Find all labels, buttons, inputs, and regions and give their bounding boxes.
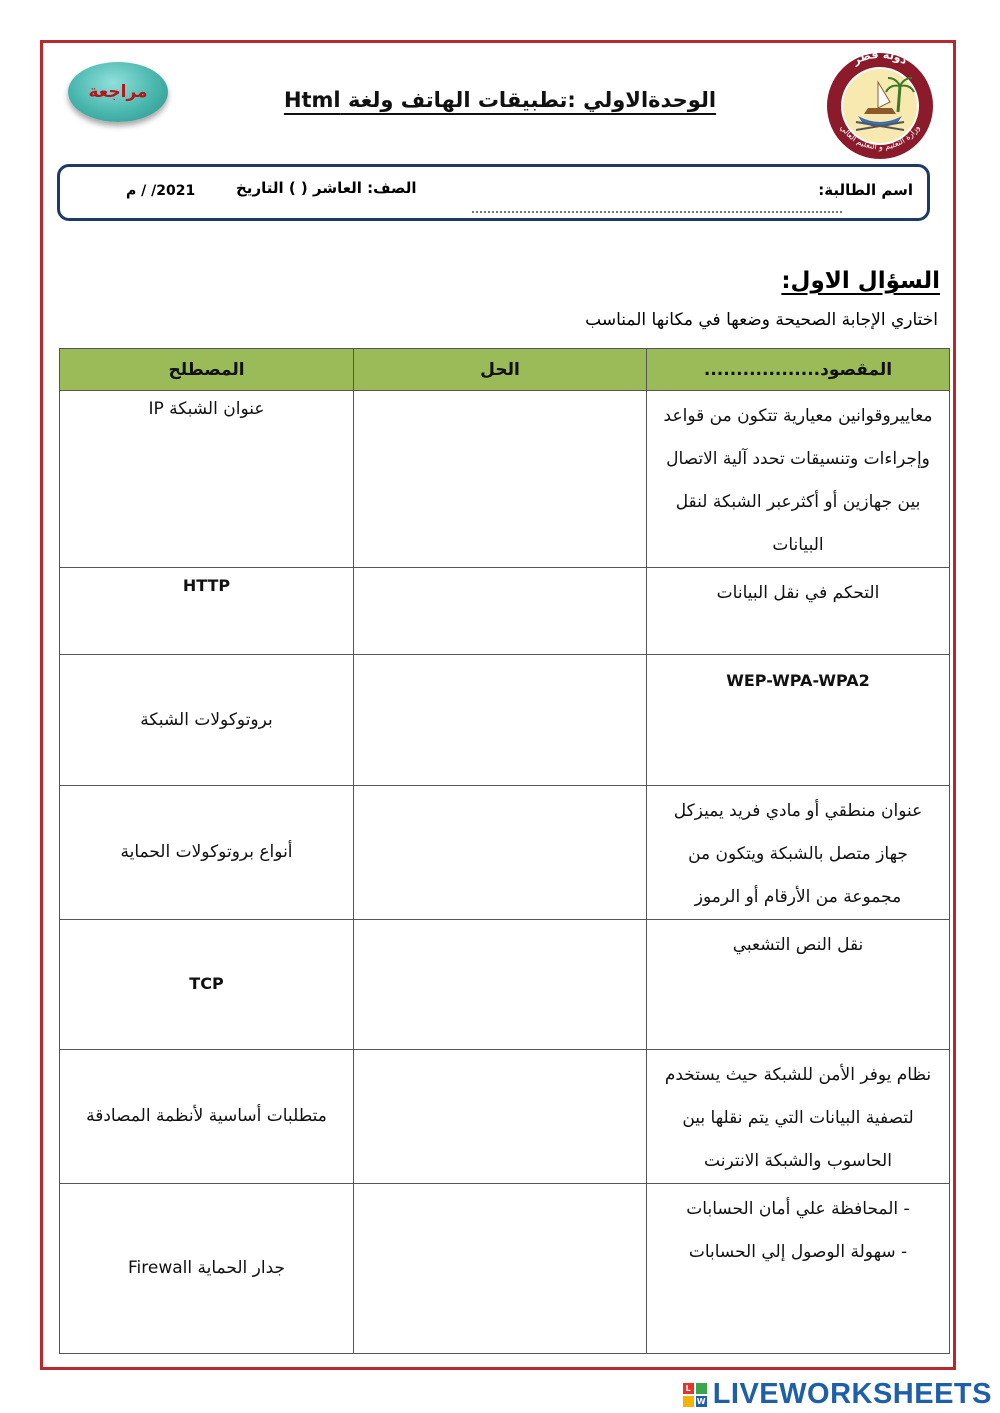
logo-text-bottom: وزارة التعليم و التعليم العالي (838, 123, 922, 152)
solution-cell[interactable] (354, 1050, 647, 1184)
meaning-text: WEP-WPA-WPA2 (726, 671, 870, 690)
solution-cell[interactable] (354, 655, 647, 786)
logo-square: L (683, 1383, 694, 1394)
logo-square (683, 1396, 694, 1407)
table-row (60, 1184, 950, 1354)
header-solution: الحل (354, 349, 647, 391)
liveworksheets-brand: LIVEWORKSHEETS (712, 1378, 992, 1410)
logo-text-top: دولة قطر (850, 50, 910, 68)
student-name-label: اسم الطالبة: (818, 181, 913, 199)
table-row (60, 920, 950, 1050)
logo-square (696, 1383, 707, 1394)
date-value: 2021/ / م (126, 183, 196, 199)
qatar-ministry-logo (808, 50, 952, 160)
grade-date-label: الصف: العاشر ( ) التاريخ (236, 179, 417, 197)
student-info-box (57, 164, 930, 221)
term-text: عنوان الشبكة IP (148, 399, 265, 419)
solution-cell[interactable] (354, 1184, 647, 1354)
term-text: جدار الحماية Firewall (127, 1258, 285, 1278)
header-term: المصطلح (60, 349, 354, 391)
term-cell (60, 655, 354, 786)
meaning-cell: التحكم في نقل البيانات (647, 568, 950, 655)
term-cell (60, 1050, 354, 1184)
meaning-cell: نظام يوفر الأمن للشبكة حيث يستخدم لتصفية البيانات التي يتم نقلها بين الحاسوب والشبكة الانترنت (647, 1050, 950, 1184)
table-row (60, 1050, 950, 1184)
meaning-bullet-item: - سهولة الوصول إلي الحسابات (688, 1242, 908, 1262)
term-cell (60, 391, 354, 568)
page-title: الوحدةالاولي :تطبيقات الهاتف ولغة Html (283, 88, 717, 112)
term-cell (60, 1184, 354, 1354)
student-name-field[interactable] (472, 211, 842, 213)
question-title: السؤال الاول: (781, 268, 940, 294)
term-cell (60, 568, 354, 655)
table-row (60, 655, 950, 786)
liveworksheets-logo (683, 1378, 992, 1411)
table-row (60, 568, 950, 655)
table-row (60, 786, 950, 920)
logo-square: W (696, 1396, 706, 1406)
solution-cell[interactable] (354, 568, 647, 655)
meaning-cell (647, 655, 950, 786)
meaning-bullet-item: - المحافظة علي أمان الحسابات (686, 1199, 910, 1219)
table-header-row (60, 349, 950, 391)
solution-cell[interactable] (354, 391, 647, 568)
header-meaning: المقصود.................. (647, 349, 950, 391)
review-badge-label: مراجعة (88, 82, 148, 102)
question-instruction: اختاري الإجابة الصحيحة وضعها في مكانها المناسب (585, 310, 938, 330)
meaning-cell: عنوان منطقي أو مادي فريد يميزكل جهاز متصل بالشبكة ويتكون من مجموعة من الأرقام أو الرموز (647, 786, 950, 920)
term-text: TCP (189, 974, 224, 993)
liveworksheets-icon (683, 1383, 707, 1407)
meaning-cell (647, 1184, 950, 1354)
term-text: بروتوكولات الشبكة (140, 709, 273, 730)
solution-cell[interactable] (354, 920, 647, 1050)
meaning-cell: معاييروقوانين معيارية تتكون من قواعد وإجراءات وتنسيقات تحدد آلية الاتصال بين جهازين أو أكثرعبر الشبكة لنقل البيانات (647, 391, 950, 568)
review-badge (68, 62, 168, 122)
term-cell (60, 786, 354, 920)
term-text: HTTP (182, 576, 231, 595)
solution-cell[interactable] (354, 786, 647, 920)
term-text: أنواع بروتوكولات الحماية (120, 842, 293, 862)
meaning-cell: نقل النص التشعبي (647, 920, 950, 1050)
term-text: متطلبات أساسية لأنظمة المصادقة (86, 1106, 327, 1126)
matching-table (59, 348, 950, 1354)
table-row (60, 391, 950, 568)
term-cell (60, 920, 354, 1050)
